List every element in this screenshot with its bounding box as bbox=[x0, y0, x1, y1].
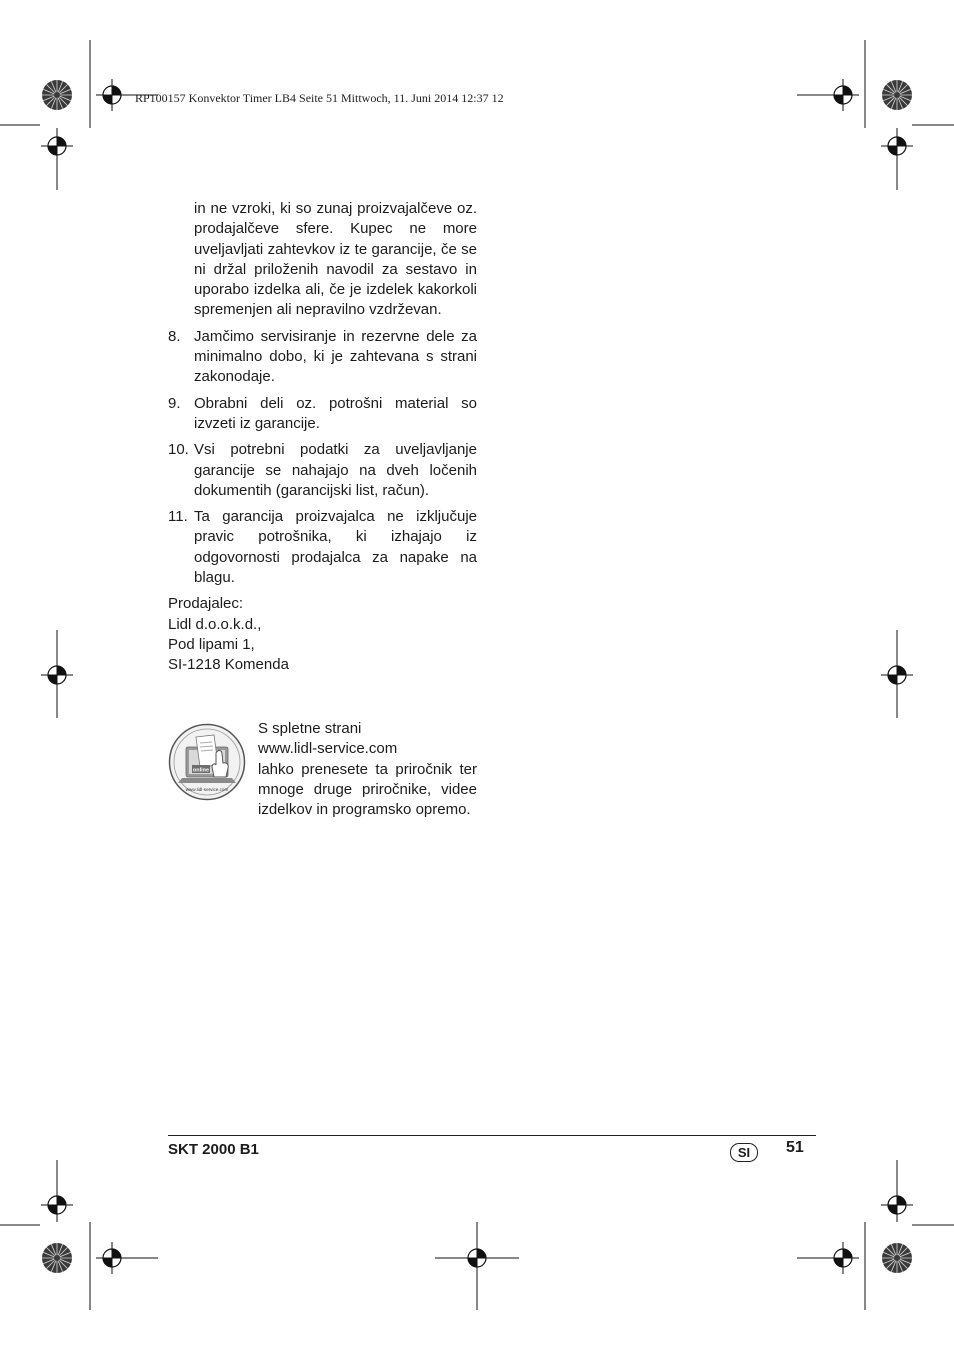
seller-label: Prodajalec: bbox=[168, 595, 244, 613]
model-name: SKT 2000 B1 bbox=[168, 1141, 259, 1158]
service-text bbox=[258, 719, 477, 820]
service-url[interactable]: www.lidl-service.com bbox=[258, 740, 398, 758]
seller-company: Lidl d.o.o.k.d., bbox=[168, 615, 262, 633]
warranty-list bbox=[168, 327, 477, 589]
seller-block bbox=[168, 594, 477, 675]
logo-screen-text: online bbox=[192, 767, 210, 774]
seller-street: Pod lipami 1, bbox=[168, 635, 255, 653]
language-badge: SI bbox=[730, 1143, 758, 1162]
lidl-service-logo bbox=[168, 723, 246, 801]
service-intro: S spletne strani bbox=[258, 720, 362, 737]
list-item-text: Obrabni deli oz. potrošni material so izvzeti iz garancije. bbox=[194, 394, 477, 432]
print-header: RP100157 Konvektor Timer LB4 Seite 51 Mittwoch, 11. Juni 2014 12:37 12 bbox=[135, 91, 504, 105]
continued-paragraph: in ne vzroki, ki so zunaj proizvajalčeve oz. prodajalčeve sfere. Kupec ne more uveljavljati zahtevkov iz te garancije, če se ni držal priloženih navodil za sestavo in uporabo izdelka ali, če je izdelek kakorkoli spremenjen ali nepravilno vzdrževan. bbox=[194, 200, 477, 319]
list-item-number: 10. bbox=[168, 441, 189, 459]
footer-rule bbox=[168, 1135, 816, 1136]
list-item-number: 9. bbox=[168, 394, 181, 412]
list-item bbox=[168, 394, 477, 435]
list-item-text: Jamčimo servisiranje in rezervne dele za minimalno dobo, ki je zahtevana s strani zakonodaje. bbox=[194, 327, 477, 386]
seller-city: SI-1218 Komenda bbox=[168, 656, 289, 674]
list-item-number: 8. bbox=[168, 327, 181, 345]
list-item-text: Ta garancija proizvajalca ne izključuje pravic potrošnika, ki izhajajo iz odgovornosti prodajalca za napake na blagu. bbox=[194, 508, 477, 587]
list-item-number: 11. bbox=[168, 508, 188, 526]
page-number: 51 bbox=[786, 1139, 804, 1156]
list-item bbox=[168, 327, 477, 388]
service-block bbox=[168, 719, 477, 849]
list-item bbox=[168, 507, 477, 588]
logo-url-text: www.lidl-service.com bbox=[185, 787, 229, 792]
list-item bbox=[168, 440, 477, 501]
main-column bbox=[168, 199, 477, 676]
list-item-text: Vsi potrebni podatki za uveljavljanje garancije se nahajajo na dveh ločenih dokumentih (garancijski list, račun). bbox=[194, 441, 477, 499]
service-body: lahko prenesete ta priročnik ter mnoge druge priročnike, videe izdelkov in programsko opremo. bbox=[258, 760, 477, 819]
